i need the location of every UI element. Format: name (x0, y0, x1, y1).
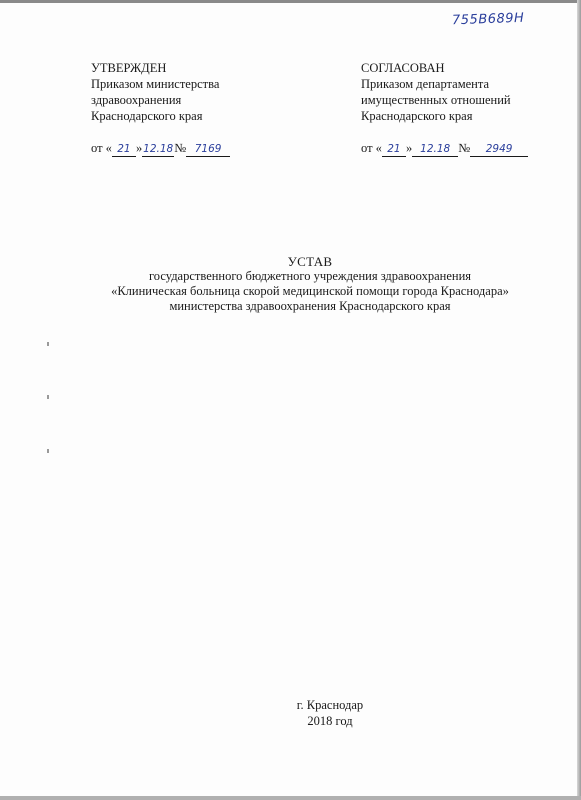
agreed-date-prefix: от « (361, 141, 382, 155)
punch-hole-mark (47, 449, 49, 453)
agreed-number-sign: № (458, 141, 471, 155)
scan-edge-top (0, 0, 581, 3)
agreed-line-3: Краснодарского края (361, 109, 473, 123)
approved-line-1: Приказом министерства (91, 77, 220, 91)
agreed-line-2: имущественных отношений (361, 93, 511, 107)
agreed-date: 12.18 (412, 142, 458, 157)
agreed-line-1: Приказом департамента (361, 77, 490, 91)
approved-date-prefix: от « (91, 141, 112, 155)
footer-year: 2018 год (307, 714, 353, 728)
registration-number: 755B689Н (451, 10, 525, 29)
footer-city: г. Краснодар (296, 698, 364, 712)
punch-hole-mark (47, 342, 49, 346)
approved-heading: УТВЕРЖДЕН (91, 61, 167, 75)
approved-date: 12.18 (143, 143, 174, 155)
agreed-number: 2949 (470, 142, 528, 157)
approved-number: 7169 (186, 142, 230, 157)
title-main: УСТАВ (287, 254, 333, 269)
footer-block (230, 697, 430, 729)
approved-number-sign: № (174, 141, 187, 155)
punch-hole-mark (47, 395, 49, 399)
agreed-quote-close: » (405, 141, 413, 155)
approved-day: 21 (112, 142, 136, 157)
agreed-heading: СОГЛАСОВАН (361, 61, 445, 75)
approved-line-3: Краснодарского края (91, 109, 203, 123)
document-title (60, 254, 560, 314)
approved-date-line (91, 140, 291, 157)
agreed-date-line (361, 140, 561, 157)
approved-block (91, 60, 291, 157)
title-line-3: министерства здравоохранения Краснодарского края (169, 299, 451, 313)
scan-edge-bottom (0, 796, 581, 800)
approved-quote-close: » (135, 141, 143, 155)
title-line-1: государственного бюджетного учреждения здравоохранения (148, 269, 472, 283)
scan-edge-right (577, 0, 581, 800)
approved-line-2: здравоохранения (91, 93, 182, 107)
agreed-block (361, 60, 561, 157)
title-line-2: «Клиническая больница скорой медицинской помощи города Краснодара» (111, 284, 509, 298)
agreed-day: 21 (382, 142, 406, 157)
